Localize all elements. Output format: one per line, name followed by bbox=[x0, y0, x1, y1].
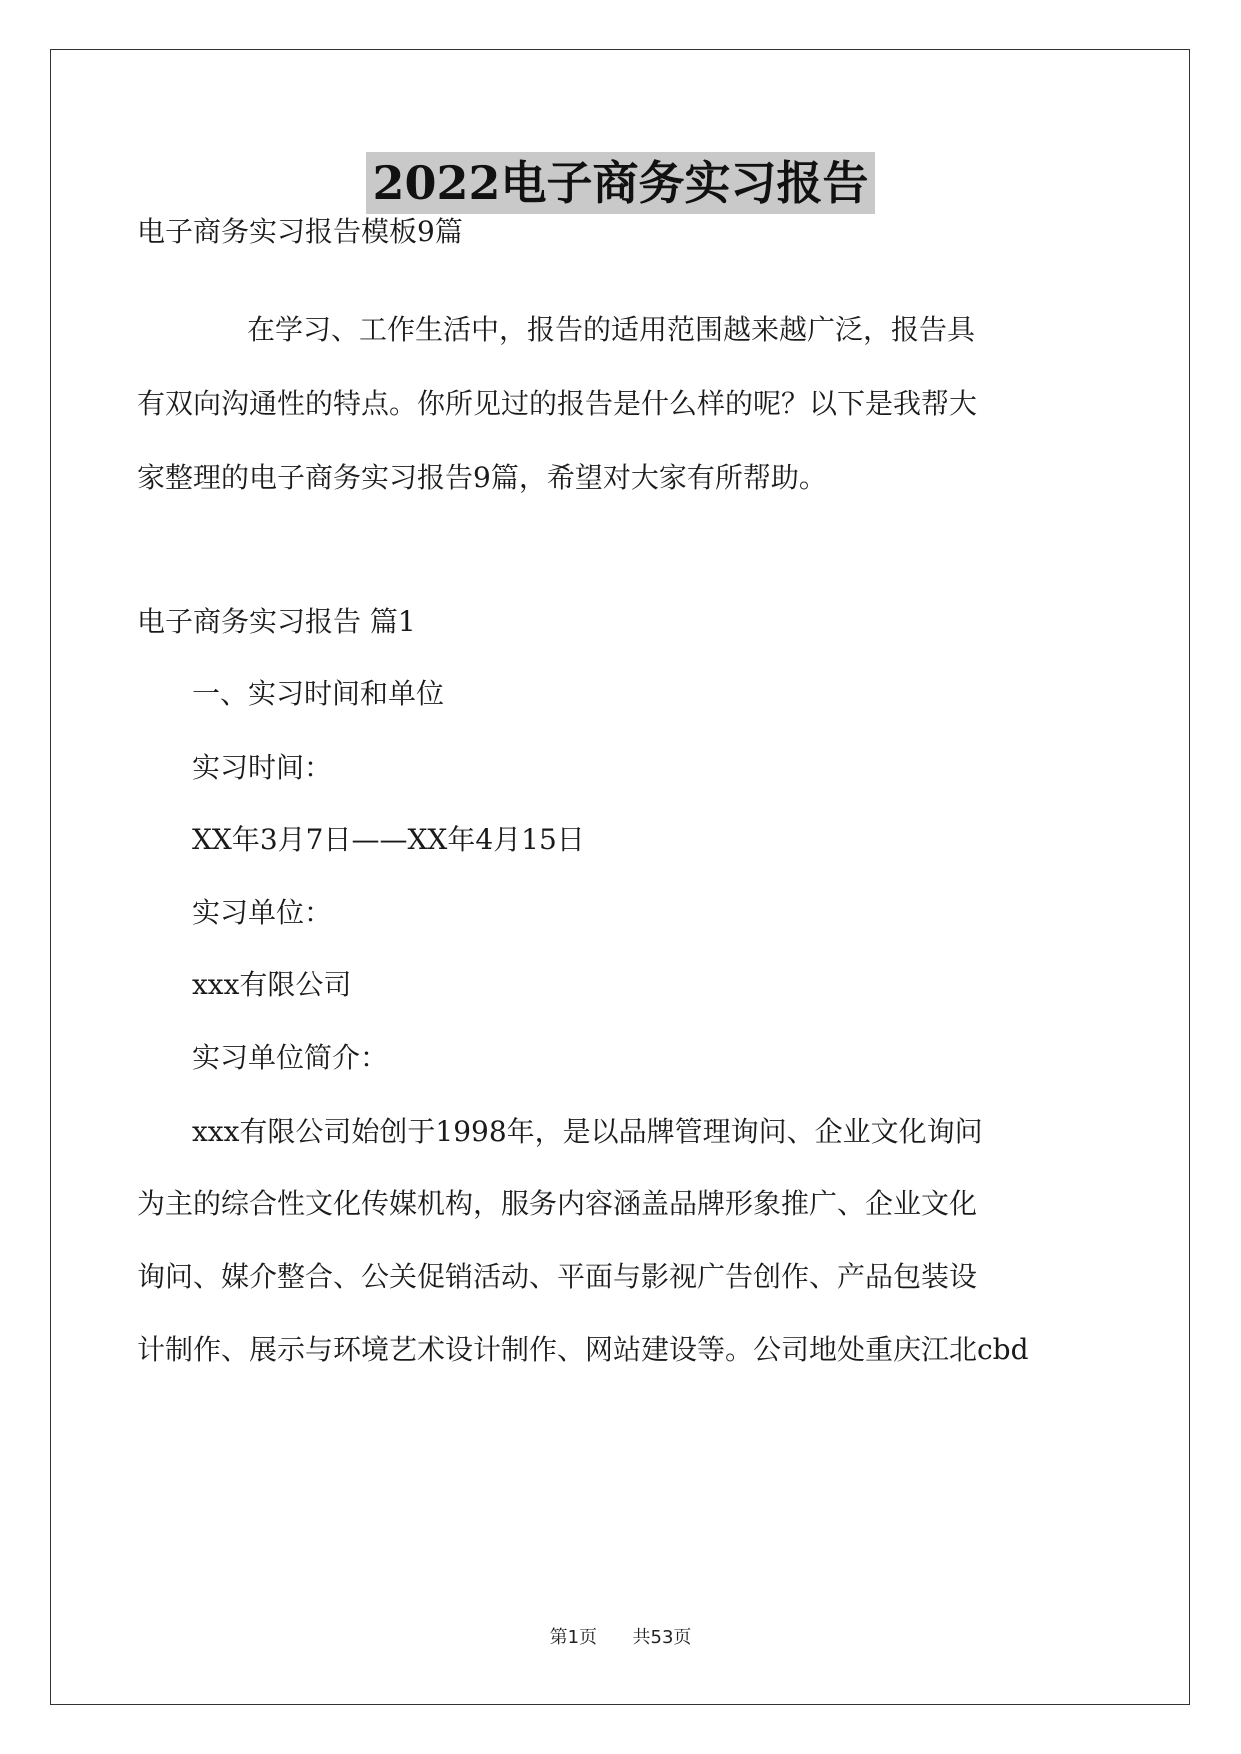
list-item: 实习单位简介： bbox=[192, 1041, 389, 1074]
body-line: 为主的综合性文化传媒机构，服务内容涵盖品牌形象推广、企业文化 bbox=[137, 1187, 978, 1220]
document-subtitle: 电子商务实习报告模板9篇 bbox=[137, 215, 463, 248]
list-item: 一、实习时间和单位 bbox=[192, 677, 445, 710]
section-heading: 电子商务实习报告 篇1 bbox=[137, 605, 416, 638]
list-item: 实习单位： bbox=[192, 896, 333, 929]
document-title-wrap bbox=[0, 152, 1241, 214]
intro-line: 有双向沟通性的特点。你所见过的报告是什么样的呢？以下是我帮大 bbox=[137, 387, 978, 420]
document-title: 2022电子商务实习报告 bbox=[366, 152, 874, 214]
page-total: 共53页 bbox=[632, 1627, 692, 1648]
body-line: 询问、媒介整合、公关促销活动、平面与影视广告创作、产品包装设 bbox=[137, 1260, 978, 1293]
page-border bbox=[50, 49, 1190, 1705]
intro-line: 在学习、工作生活中，报告的适用范围越来越广泛，报告具 bbox=[247, 313, 976, 346]
intro-line: 家整理的电子商务实习报告9篇，希望对大家有所帮助。 bbox=[137, 461, 827, 494]
list-item: xxx有限公司 bbox=[192, 968, 352, 1001]
list-item: 实习时间： bbox=[192, 751, 333, 784]
body-line: 计制作、展示与环境艺术设计制作、网站建设等。公司地处重庆江北cbd bbox=[137, 1333, 1029, 1366]
body-line: xxx有限公司始创于1998年，是以品牌管理询问、企业文化询问 bbox=[192, 1115, 983, 1148]
page-footer bbox=[0, 1623, 1241, 1649]
page-number: 第1页 bbox=[549, 1627, 598, 1648]
list-item: XX年3月7日——XX年4月15日 bbox=[192, 823, 585, 856]
